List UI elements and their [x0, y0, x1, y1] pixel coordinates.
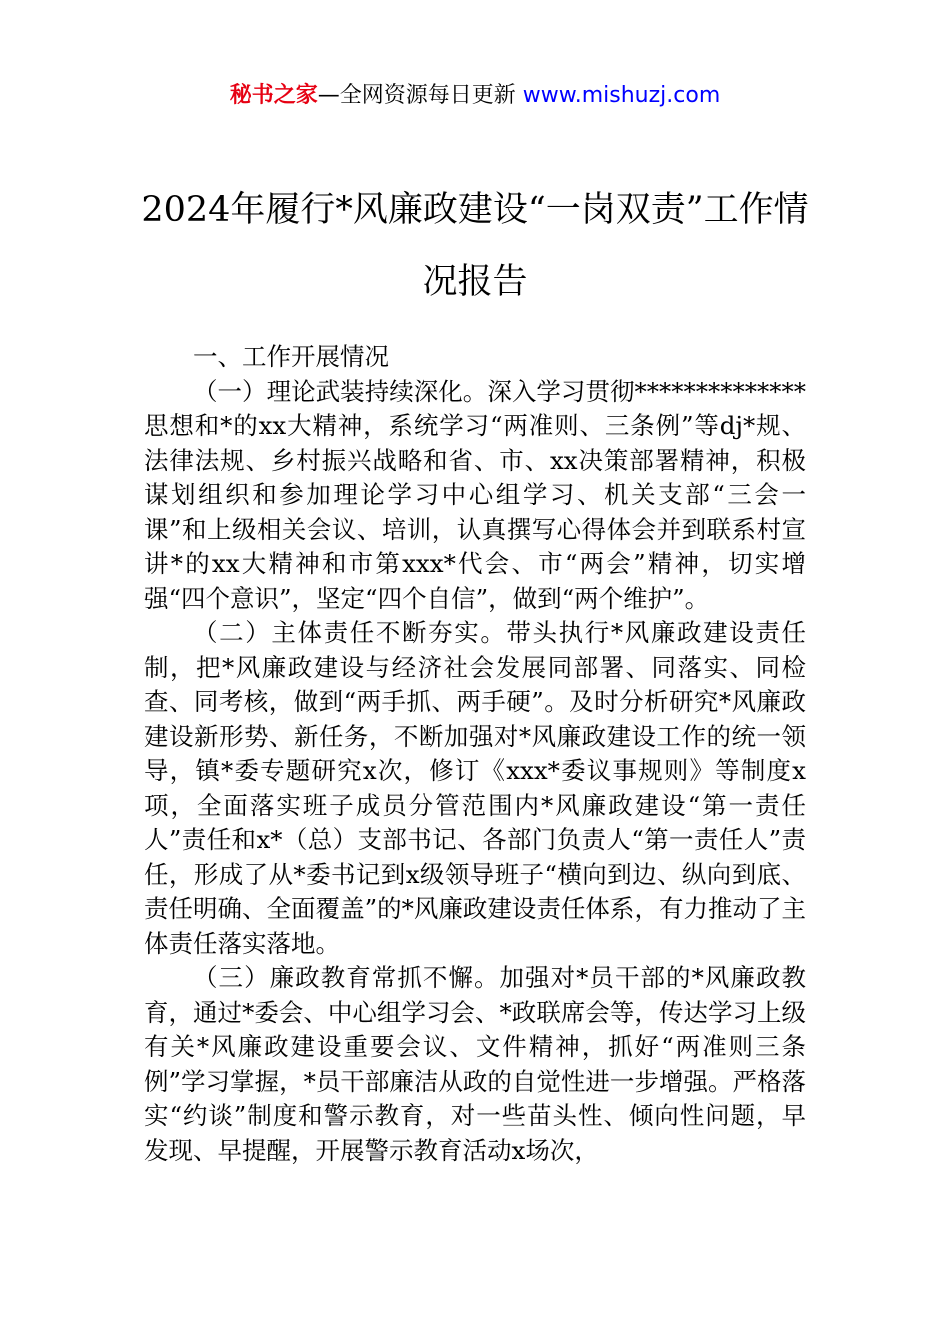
paragraph-main-responsibility: （二）主体责任不断夯实。带头执行*风廉政建设责任制，把*风廉政建设与经济社会发展同部署、同落实、同检查、同考核，做到“两手抓、两手硬”。及时分析研究*风廉政建设新形势、新任务，不断加强对*风廉政建设工作的统一领导，镇*委专题研究x次，修订《xxx*委议事规则》等制度x项，全面落实班子成员分管范围内*风廉政建设“第一责任人”责任和x*（总）支部书记、各部门负责人“第一责任人”责任，形成了从*委书记到x级领导班子“横向到边、纵向到底、责任明确、全面覆盖”的*风廉政建设责任体系，有力推动了主体责任落实落地。 — [144, 618, 806, 958]
site-brand: 秘书之家 — [229, 83, 318, 108]
paragraph-theory-study: （一）理论武装持续深化。深入学习贯彻**************思想和*的xx大精神，系统学习“两准则、三条例”等dj*规、法律法规、乡村振兴战略和省、市、xx决策部署精神，积极谋划组织和参加理论学习中心组学习、机关支部“三会一课”和上级相关会议、培训，认真撰写心得体会并到联系村宣讲*的xx大精神和市第xxx*代会、市“两会”精神，切实增强“四个意识”，坚定“四个自信”，做到“两个维护”。 — [144, 376, 806, 613]
paragraph-integrity-education: （三）廉政教育常抓不懈。加强对*员干部的*风廉政教育，通过*委会、中心组学习会、*政联席会等，传达学习上级有关*风廉政建设重要会议、文件精神，抓好“两准则三条例”学习掌握，*员干部廉洁从政的自觉性进一步增强。严格落实“约谈”制度和警示教育，对一些苗头性、倾向性问题，早发现、早提醒，开展警示教育活动x场次， — [144, 963, 806, 1165]
site-tagline: —全网资源每日更新 — [317, 83, 523, 108]
site-header — [0, 80, 950, 112]
section-heading: 一、工作开展情况 — [193, 342, 389, 371]
document-title: 2024年履行*风廉政建设“一岗双责”工作情况报告 — [141, 190, 809, 302]
site-url-link[interactable]: www.mishuzj.com — [522, 83, 721, 108]
document-body — [144, 340, 806, 1168]
